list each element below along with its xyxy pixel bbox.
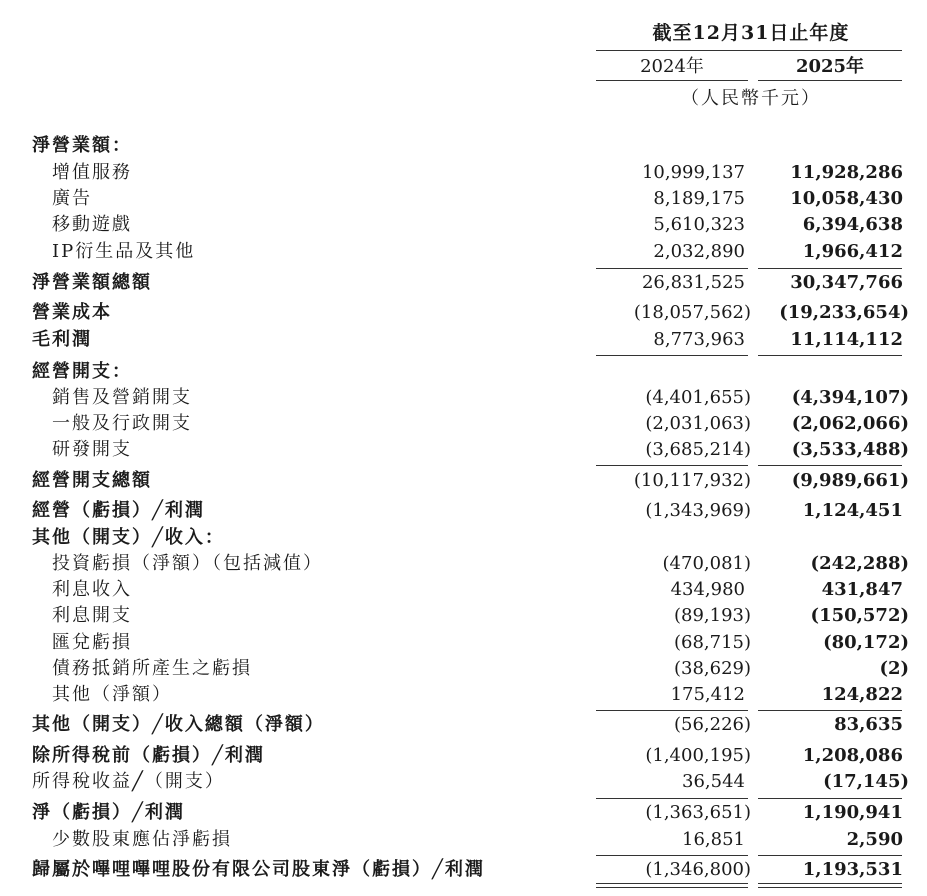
value-2025: (80,172) <box>823 632 909 653</box>
value-2024: (38,629) <box>673 658 751 679</box>
row-label: 少數股東應佔淨虧損 <box>52 829 232 850</box>
table-row <box>0 327 927 353</box>
value-2024: (68,715) <box>673 632 751 653</box>
table-row <box>0 437 927 463</box>
table-row <box>0 468 927 494</box>
value-2025: (242,288) <box>810 553 909 574</box>
value-2024: (3,685,214) <box>645 439 751 460</box>
subtotal-rule <box>758 798 902 799</box>
value-2024: (2,031,063) <box>645 413 751 434</box>
value-2025: (2) <box>879 658 909 679</box>
row-label: 利息開支 <box>52 605 132 626</box>
subtotal-rule <box>596 798 748 799</box>
value-2025: (19,233,654) <box>779 302 909 323</box>
value-2025: 1,193,531 <box>802 859 903 880</box>
value-2025: (3,533,488) <box>791 439 909 460</box>
table-row <box>0 577 927 603</box>
table-row <box>0 160 927 186</box>
value-2025: (2,062,066) <box>791 413 909 434</box>
subtotal-rule <box>596 465 748 466</box>
row-label: 其他（開支）╱收入： <box>32 527 225 548</box>
table-row <box>0 800 927 826</box>
row-label: 所得稅收益╱（開支） <box>32 771 225 792</box>
subtotal-rule <box>758 268 902 269</box>
value-2024: 8,773,963 <box>653 329 745 350</box>
row-label: 研發開支 <box>52 439 132 460</box>
total-double-rule <box>596 883 748 888</box>
table-row <box>0 239 927 265</box>
row-label: 匯兌虧損 <box>52 632 132 653</box>
value-2025: 2,590 <box>846 829 903 850</box>
table-row <box>0 359 927 385</box>
value-2025: 1,208,086 <box>802 745 903 766</box>
table-row <box>0 743 927 769</box>
value-2025: 1,124,451 <box>802 500 903 521</box>
row-label: 銷售及營銷開支 <box>52 387 192 408</box>
row-label: 淨（虧損）╱利潤 <box>32 802 185 823</box>
value-2024: (56,226) <box>673 714 751 735</box>
value-2024: 16,851 <box>682 829 745 850</box>
value-2025: (150,572) <box>810 605 909 626</box>
value-2024: 36,544 <box>682 771 745 792</box>
year-2024-heading: 2024年 <box>640 56 704 77</box>
value-2025: 11,928,286 <box>790 162 903 183</box>
table-row <box>0 630 927 656</box>
value-2024: (4,401,655) <box>645 387 751 408</box>
row-label: 歸屬於嗶哩嗶哩股份有限公司股東淨（虧損）╱利潤 <box>32 859 485 880</box>
value-2024: 175,412 <box>670 684 745 705</box>
table-row <box>0 300 927 326</box>
table-row <box>0 498 927 524</box>
table-row <box>0 769 927 795</box>
value-2024: (1,343,969) <box>645 500 751 521</box>
value-2025: 1,190,941 <box>802 802 903 823</box>
value-2024: (18,057,562) <box>633 302 751 323</box>
value-2025: 6,394,638 <box>802 214 903 235</box>
value-2024: (1,400,195) <box>645 745 751 766</box>
subtotal-rule <box>596 855 748 856</box>
row-label: 除所得稅前（虧損）╱利潤 <box>32 745 265 766</box>
subtotal-rule <box>596 268 748 269</box>
value-2024: 5,610,323 <box>653 214 745 235</box>
table-row <box>0 682 927 708</box>
row-label: 一般及行政開支 <box>52 413 192 434</box>
header-rule <box>596 50 902 51</box>
value-2024: (470,081) <box>662 553 751 574</box>
subtotal-rule <box>758 355 902 356</box>
row-label: 經營開支總額 <box>32 470 152 491</box>
value-2025: 11,114,112 <box>790 329 903 350</box>
period-heading: 截至12月31日止年度 <box>652 22 850 44</box>
row-label: 其他（淨額） <box>52 684 172 705</box>
value-2024: 8,189,175 <box>653 188 745 209</box>
value-2025: 1,966,412 <box>802 241 903 262</box>
table-row <box>0 212 927 238</box>
unit-label: （人民幣千元） <box>681 88 821 109</box>
value-2024: (89,193) <box>673 605 751 626</box>
value-2025: (17,145) <box>823 771 909 792</box>
row-label: 投資虧損（淨額）（包括減值） <box>52 553 323 574</box>
table-row <box>0 827 927 853</box>
value-2025: 124,822 <box>821 684 903 705</box>
value-2025: (9,989,661) <box>791 470 909 491</box>
row-label: 廣告 <box>52 188 92 209</box>
row-label: 淨營業額： <box>32 135 132 156</box>
value-2024: 2,032,890 <box>653 241 745 262</box>
value-2025: 83,635 <box>834 714 903 735</box>
year-2024-rule <box>596 80 748 81</box>
value-2024: 26,831,525 <box>641 272 745 293</box>
row-label: 移動遊戲 <box>52 214 132 235</box>
row-label: 經營開支： <box>32 361 132 382</box>
row-label: 增值服務 <box>52 162 132 183</box>
value-2024: (10,117,932) <box>633 470 751 491</box>
table-row <box>0 525 927 551</box>
row-label: 債務抵銷所產生之虧損 <box>52 658 252 679</box>
row-label: 利息收入 <box>52 579 132 600</box>
value-2025: 10,058,430 <box>790 188 903 209</box>
value-2024: (1,346,800) <box>645 859 751 880</box>
table-row <box>0 603 927 629</box>
value-2024: 10,999,137 <box>641 162 745 183</box>
subtotal-rule <box>596 710 748 711</box>
table-row <box>0 385 927 411</box>
year-2025-heading: 2025年 <box>795 56 865 77</box>
table-row <box>0 186 927 212</box>
table-row <box>0 656 927 682</box>
row-label: 其他（開支）╱收入總額（淨額） <box>32 714 325 735</box>
value-2024: 434,980 <box>670 579 745 600</box>
row-label: IP衍生品及其他 <box>52 241 196 262</box>
value-2025: 30,347,766 <box>790 272 903 293</box>
table-row <box>0 551 927 577</box>
table-row <box>0 133 927 159</box>
row-label: 營業成本 <box>32 302 112 323</box>
subtotal-rule <box>758 710 902 711</box>
subtotal-rule <box>596 355 748 356</box>
value-2024: (1,363,651) <box>645 802 751 823</box>
row-label: 毛利潤 <box>32 329 92 350</box>
subtotal-rule <box>758 855 902 856</box>
table-row <box>0 857 927 883</box>
value-2025: 431,847 <box>821 579 903 600</box>
table-row <box>0 270 927 296</box>
year-2025-rule <box>758 80 902 81</box>
row-label: 經營（虧損）╱利潤 <box>32 500 205 521</box>
total-double-rule <box>758 883 902 888</box>
subtotal-rule <box>758 465 902 466</box>
row-label: 淨營業額總額 <box>32 272 152 293</box>
table-row <box>0 712 927 738</box>
value-2025: (4,394,107) <box>791 387 909 408</box>
table-row <box>0 411 927 437</box>
